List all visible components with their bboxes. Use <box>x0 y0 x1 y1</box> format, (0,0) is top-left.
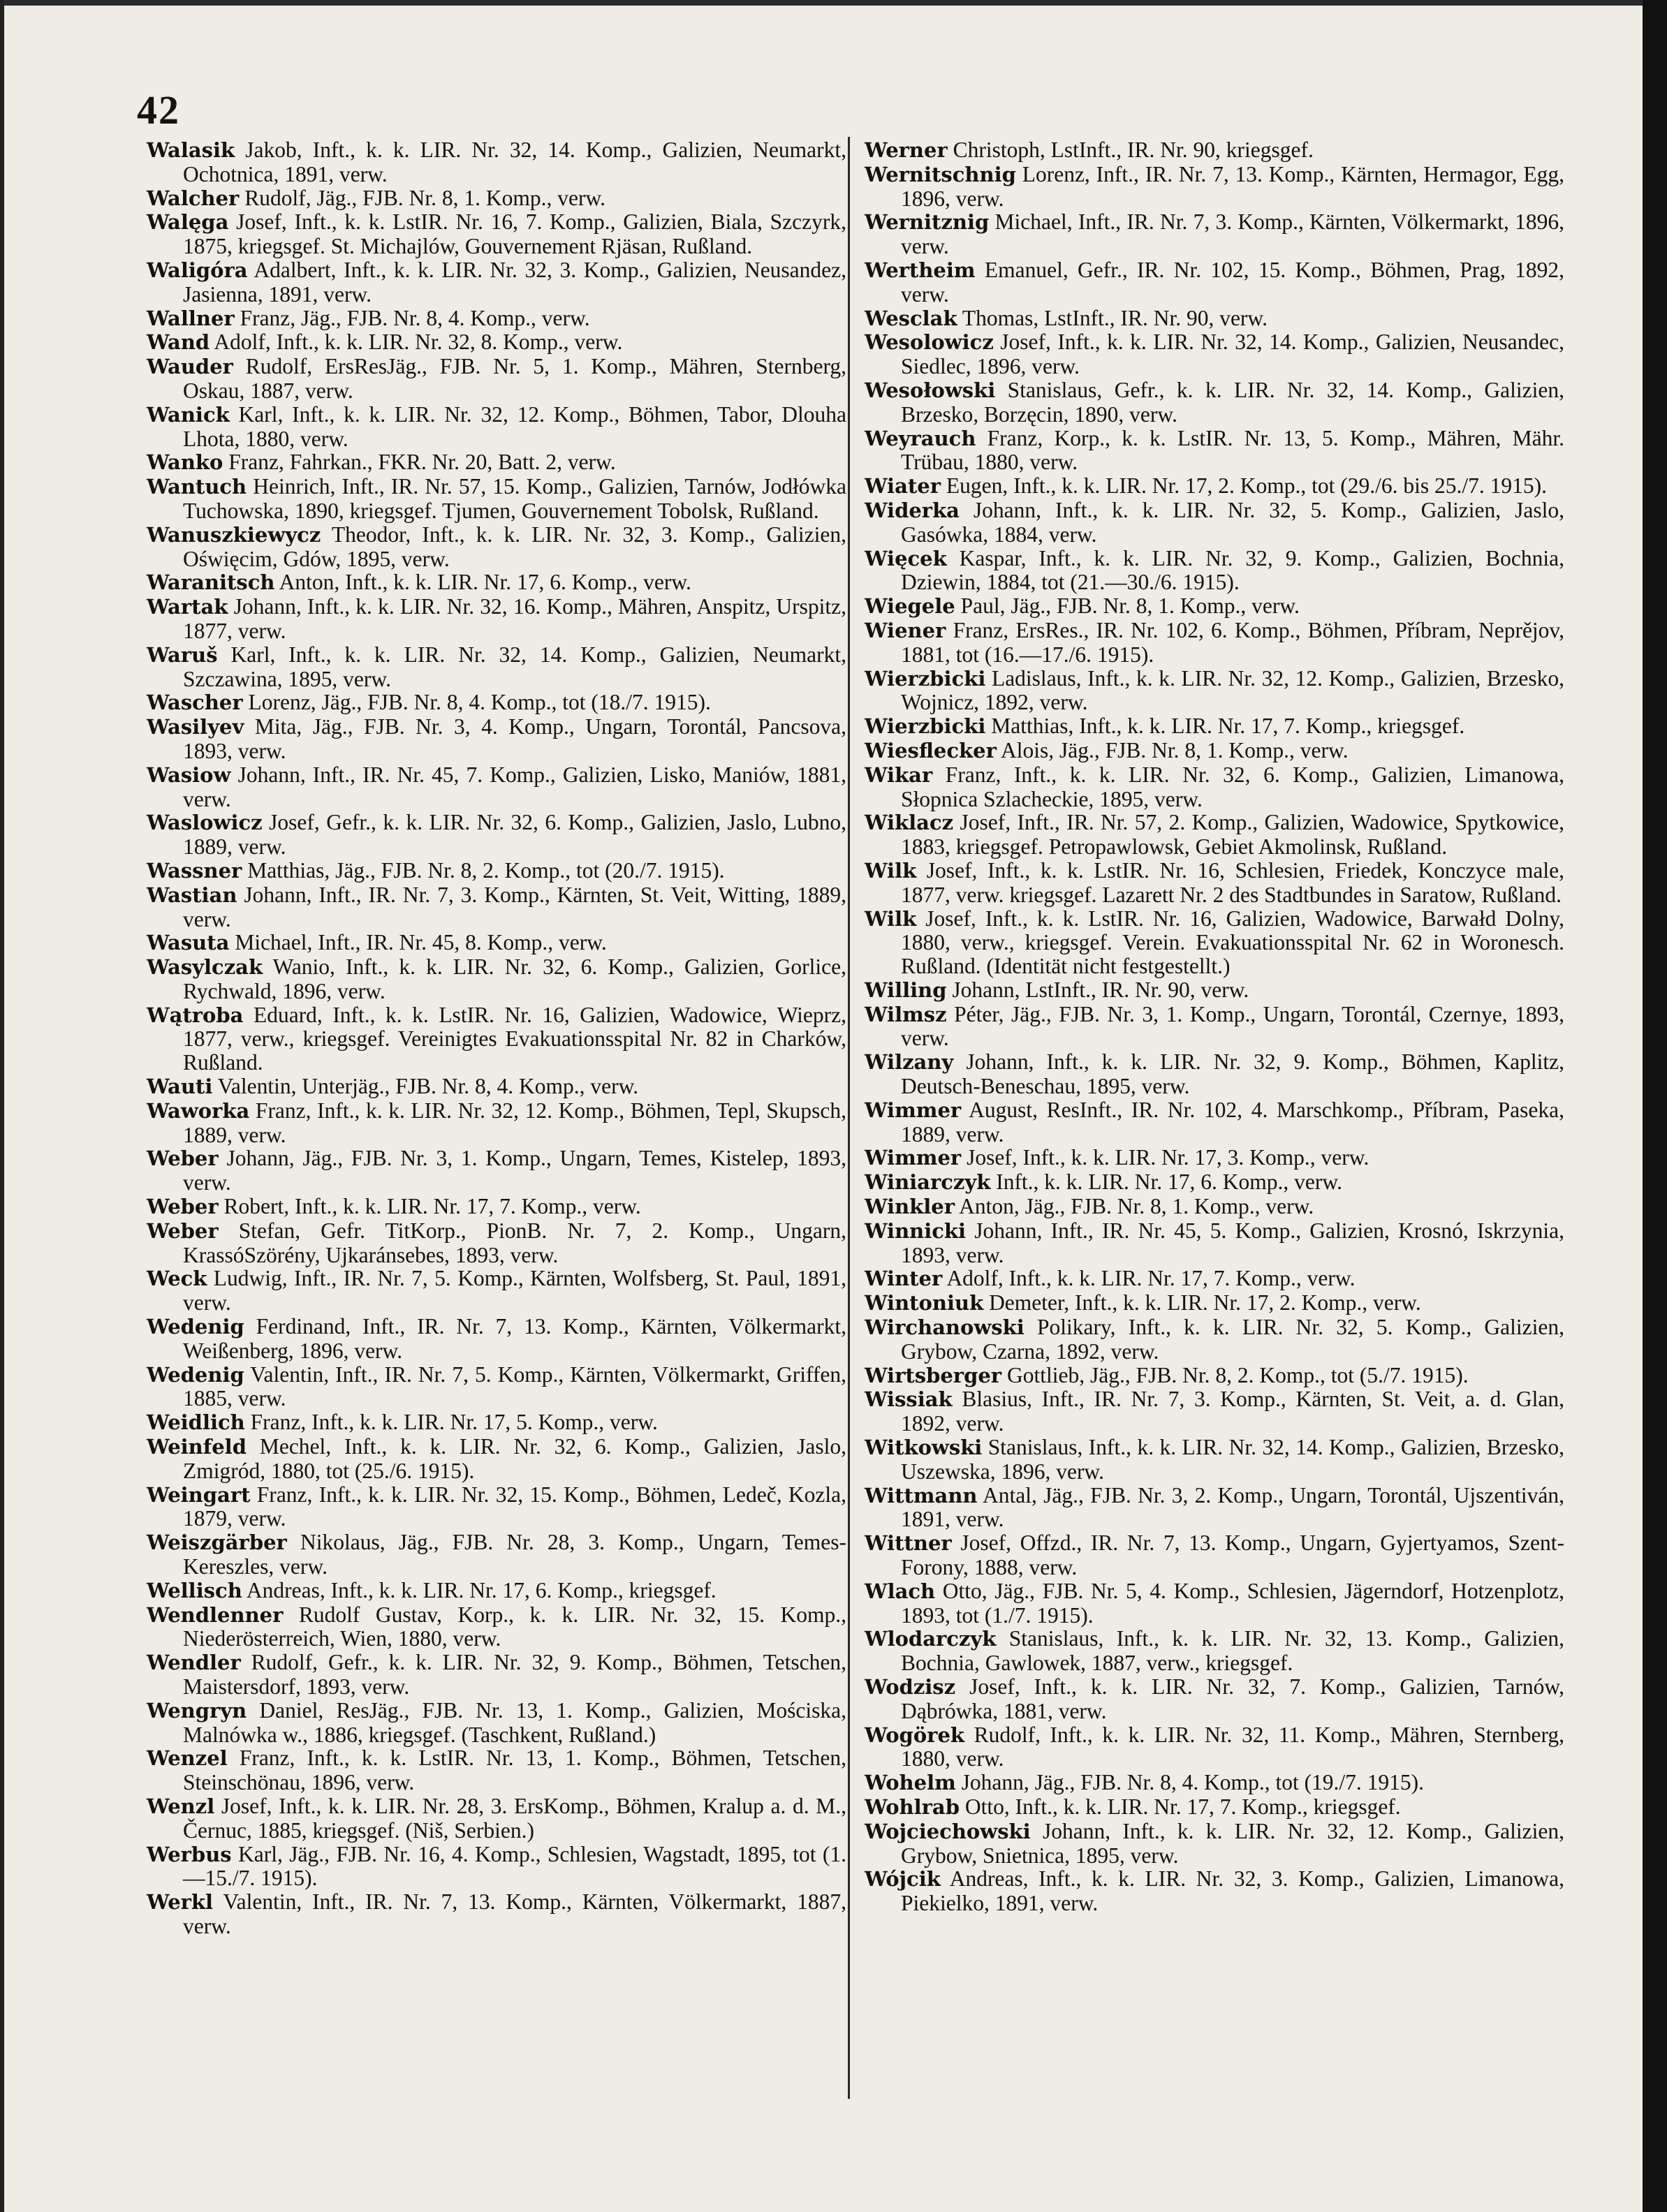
entry-details: Lorenz, Inft., IR. Nr. 7, 13. Komp., Kärnten, Hermagor, Egg, 1896, verw. <box>901 161 1565 211</box>
list-entry <box>865 811 1564 859</box>
entry-details: Stefan, Gefr. TitKorp., PionB. Nr. 7, 2. Komp., Ungarn, KrassóSzörény, Ujkaránsebes, 1893, verw. <box>183 1218 847 1267</box>
entry-surname: Waworka <box>147 1098 250 1123</box>
entry-surname: Wimmer <box>865 1146 962 1170</box>
entry-surname: Wogörek <box>865 1723 964 1747</box>
entry-surname: Wimmer <box>865 1098 962 1122</box>
entry-surname: Weber <box>147 1195 219 1219</box>
list-entry <box>147 883 846 931</box>
entry-details: Michael, Inft., IR. Nr. 7, 3. Komp., Kärnten, Völkermarkt, 1896, verw. <box>901 209 1565 259</box>
entry-surname: Wissiak <box>865 1387 953 1412</box>
list-entry <box>147 859 846 883</box>
entry-surname: Wirtsberger <box>865 1363 1002 1387</box>
list-entry <box>865 594 1564 619</box>
list-entry <box>865 474 1564 499</box>
entry-surname: Weingart <box>147 1482 251 1507</box>
entry-details: Christoph, LstInft., IR. Nr. 90, kriegsgef. <box>953 138 1314 162</box>
list-entry <box>147 931 846 955</box>
list-entry <box>147 1483 846 1531</box>
entry-details: Adalbert, Inft., k. k. LIR. Nr. 32, 3. Komp., Galizien, Neusandez, Jasienna, 1891, verw. <box>183 257 846 307</box>
entry-surname: Waligóra <box>147 258 248 282</box>
entry-surname: Wenzl <box>147 1794 215 1818</box>
entry-surname: Wasilyev <box>147 715 244 739</box>
list-entry <box>147 1603 846 1651</box>
entry-surname: Wasylczak <box>147 955 263 980</box>
entry-surname: Wintoniuk <box>865 1291 984 1315</box>
entry-details: Stanislaus, Inft., k. k. LIR. Nr. 32, 14. Komp., Galizien, Brzesko, Uszewska, 1896, verw. <box>901 1435 1565 1484</box>
entry-details: August, ResInft., IR. Nr. 102, 4. Marschkomp., Příbram, Paseka, 1889, verw. <box>901 1097 1564 1146</box>
entry-details: Matthias, Jäg., FJB. Nr. 8, 2. Komp., tot (20./7. 1915). <box>247 857 725 883</box>
entry-details: Kaspar, Inft., k. k. LIR. Nr. 32, 9. Komp., Galizien, Bochnia, Dziewin, 1884, tot (21.—30./6. 1915). <box>901 545 1565 595</box>
entry-surname: Wedenig <box>147 1362 244 1387</box>
entry-surname: Wengryn <box>147 1698 247 1723</box>
entry-surname: Wojciechowski <box>865 1819 1031 1843</box>
entry-details: Inft., k. k. LIR. Nr. 17, 6. Komp., verw. <box>996 1170 1342 1195</box>
list-entry <box>147 715 846 763</box>
entry-surname: Wasiow <box>147 762 231 787</box>
entry-details: Theodor, Inft., k. k. LIR. Nr. 32, 3. Komp., Galizien, Oświęcim, Gdów, 1895, verw. <box>183 522 846 571</box>
list-entry <box>865 499 1564 547</box>
entry-details: Alois, Jäg., FJB. Nr. 8, 1. Komp., verw. <box>1001 737 1349 762</box>
entry-surname: Weber <box>147 1146 219 1171</box>
entry-surname: Wantuch <box>147 475 247 499</box>
entry-surname: Wernitznig <box>865 210 990 235</box>
entry-surname: Weidlich <box>147 1410 245 1435</box>
entry-surname: Winnicki <box>865 1218 967 1243</box>
entry-details: Andreas, Inft., k. k. LIR. Nr. 32, 3. Komp., Galizien, Limanowa, Piekielko, 1891, verw. <box>901 1866 1564 1916</box>
entry-surname: Winter <box>865 1267 943 1291</box>
list-entry <box>147 1099 846 1147</box>
entry-surname: Weiszgärber <box>147 1531 287 1555</box>
list-entry <box>865 1291 1564 1315</box>
list-entry <box>865 667 1564 715</box>
entry-details: Paul, Jäg., FJB. Nr. 8, 1. Komp., verw. <box>960 593 1300 619</box>
entry-surname: Wohlrab <box>865 1794 960 1819</box>
list-entry <box>865 1219 1564 1267</box>
entry-surname: Wiklacz <box>865 811 954 835</box>
entry-details: Franz, Fahrkan., FKR. Nr. 20, Batt. 2, verw. <box>228 450 616 475</box>
entry-details: Nikolaus, Jäg., FJB. Nr. 28, 3. Komp., Ungarn, Temes-Kereszles, verw. <box>183 1530 846 1579</box>
entry-surname: Winiarczyk <box>865 1170 991 1195</box>
list-entry <box>865 1195 1564 1219</box>
list-entry <box>147 955 846 1003</box>
entry-details: Josef, Inft., k. k. LstIR. Nr. 16, 7. Komp., Galizien, Biala, Szczyrk, 1875, kriegsgef. St. Michajlów, Gouvernement Rjäsan, Rußland. <box>183 209 846 259</box>
entry-surname: Wiater <box>865 474 941 499</box>
list-entry <box>865 547 1564 595</box>
list-entry <box>865 1267 1564 1291</box>
entry-details: Rudolf Gustav, Korp., k. k. LIR. Nr. 32, 15. Komp., Niederösterreich, Wien, 1880, verw. <box>183 1602 846 1651</box>
entry-details: Valentin, Inft., IR. Nr. 7, 5. Komp., Kärnten, Völkermarkt, Griffen, 1885, verw. <box>183 1362 846 1411</box>
list-entry <box>147 1075 846 1099</box>
list-entry <box>147 258 846 307</box>
list-entry <box>147 355 846 403</box>
entry-details: Johann, Inft., k. k. LIR. Nr. 32, 5. Komp., Galizien, Jaslo, Gasówka, 1884, verw. <box>901 497 1564 547</box>
entry-surname: Wilk <box>865 858 917 883</box>
entry-surname: Weyrauch <box>865 426 976 450</box>
entry-details: Josef, Inft., k. k. LIR. Nr. 32, 14. Komp., Galizien, Neusandec, Siedlec, 1896, verw. <box>901 330 1565 379</box>
entry-surname: Wanuszkiewycz <box>147 522 321 547</box>
entry-surname: Wątroba <box>147 1003 244 1027</box>
entry-details: Josef, Inft., IR. Nr. 57, 2. Komp., Galizien, Wadowice, Spytkowice, 1883, kriegsgef. Petropawlowsk, Gebiet Akmolinsk, Rußland. <box>901 810 1565 860</box>
left-column <box>147 138 846 1938</box>
list-entry <box>865 907 1564 978</box>
list-entry <box>865 1146 1564 1170</box>
entry-details: Josef, Inft., k. k. LstIR. Nr. 16, Schlesien, Friedek, Konczyce male, 1877, verw. kriegsgef. Lazarett Nr. 2 des Stadtbundes in Saratow, Rußland. <box>901 857 1565 907</box>
entry-surname: Witkowski <box>865 1436 983 1460</box>
entry-surname: Wassner <box>147 858 242 883</box>
list-entry <box>865 1820 1564 1868</box>
entry-details: Rudolf, Inft., k. k. LIR. Nr. 32, 11. Komp., Mähren, Sternberg, 1880, verw. <box>901 1722 1564 1771</box>
entry-details: Blasius, Inft., IR. Nr. 7, 3. Komp., Kärnten, St. Veit, a. d. Glan, 1892, verw. <box>901 1387 1564 1436</box>
entry-details: Stanislaus, Inft., k. k. LIR. Nr. 32, 13. Komp., Galizien, Bochnia, Gawlowek, 1887, verw., kriegsgef. <box>901 1626 1564 1676</box>
entry-details: Franz, Inft., k. k. LIR. Nr. 17, 5. Komp., verw. <box>250 1410 658 1435</box>
list-entry <box>865 210 1564 258</box>
list-entry <box>865 1387 1564 1436</box>
entry-surname: Więcek <box>865 546 947 570</box>
list-entry <box>147 1003 846 1075</box>
entry-details: Gottlieb, Jäg., FJB. Nr. 8, 2. Komp., tot (5./7. 1915). <box>1006 1362 1469 1387</box>
list-entry <box>147 1195 846 1219</box>
entry-details: Franz, ErsRes., IR. Nr. 102, 6. Komp., Böhmen, Příbram, Neprějov, 1881, tot (16.—17./6. 1915). <box>901 617 1565 667</box>
list-entry <box>147 138 846 186</box>
list-entry <box>147 1363 846 1411</box>
entry-surname: Wittner <box>865 1531 952 1556</box>
entry-surname: Werbus <box>147 1842 232 1866</box>
entry-surname: Weber <box>147 1218 219 1243</box>
entry-details: Polikary, Inft., k. k. LIR. Nr. 32, 5. Komp., Galizien, Grybow, Czarna, 1892, verw. <box>901 1315 1564 1364</box>
entry-details: Ludwig, Inft., IR. Nr. 7, 5. Komp., Kärnten, Wolfsberg, St. Paul, 1891, verw. <box>183 1266 846 1315</box>
column-divider <box>848 137 850 2099</box>
scan-edge-top <box>0 0 1667 6</box>
entry-surname: Wastian <box>147 883 237 907</box>
list-entry <box>865 1771 1564 1795</box>
list-entry <box>865 1436 1564 1484</box>
list-entry <box>865 1723 1564 1771</box>
entry-details: Jakob, Inft., k. k. LIR. Nr. 32, 14. Komp., Galizien, Neumarkt, Ochotnica, 1891, verw. <box>183 138 847 186</box>
entry-details: Wanio, Inft., k. k. LIR. Nr. 32, 6. Komp., Galizien, Gorlice, Rychwald, 1896, verw. <box>183 954 846 1003</box>
entry-surname: Wedenig <box>147 1315 244 1339</box>
list-entry <box>147 1746 846 1794</box>
entry-details: Josef, Gefr., k. k. LIR. Nr. 32, 6. Komp., Galizien, Jaslo, Lubno, 1889, verw. <box>183 810 847 860</box>
entry-surname: Wartak <box>147 595 228 619</box>
entry-surname: Wanko <box>147 450 223 475</box>
entry-details: Daniel, ResJäg., FJB. Nr. 13, 1. Komp., Galizien, Mościska, Malnówka w., 1886, kriegsgef. (Taschkent, Rußland.) <box>183 1697 846 1747</box>
entry-details: Matthias, Inft., k. k. LIR. Nr. 17, 7. Komp., kriegsgef. <box>991 714 1465 739</box>
list-entry <box>865 138 1564 163</box>
list-entry <box>865 1098 1564 1146</box>
entry-surname: Wójcik <box>865 1867 941 1892</box>
entry-surname: Waruš <box>147 642 218 667</box>
entry-details: Franz, Inft., k. k. LIR. Nr. 32, 12. Komp., Böhmen, Tepl, Skupsch, 1889, verw. <box>183 1098 846 1147</box>
entry-surname: Walęga <box>147 210 229 235</box>
list-entry <box>865 427 1564 475</box>
entry-surname: Weck <box>147 1267 207 1291</box>
list-entry <box>147 1699 846 1747</box>
entry-surname: Wendlenner <box>147 1602 284 1627</box>
entry-surname: Winkler <box>865 1195 955 1219</box>
entry-details: Eduard, Inft., k. k. LstIR. Nr. 16, Galizien, Wadowice, Wieprz, 1877, verw., kriegsgef. Vereinigtes Evakuationsspital Nr. 82 in Charków, Rußland. <box>183 1002 846 1075</box>
entry-details: Josef, Inft., k. k. LIR. Nr. 32, 7. Komp., Galizien, Tarnów, Dąbrówka, 1881, verw. <box>901 1674 1565 1723</box>
entry-details: Johann, Jäg., FJB. Nr. 3, 1. Komp., Ungarn, Temes, Kistelep, 1893, verw. <box>183 1146 847 1195</box>
list-entry <box>865 1364 1564 1388</box>
entry-surname: Wilk <box>865 906 917 931</box>
entry-surname: Weinfeld <box>147 1435 247 1459</box>
list-entry <box>865 1531 1564 1579</box>
entry-details: Johann, Inft., k. k. LIR. Nr. 32, 9. Komp., Böhmen, Kaplitz, Deutsch-Beneschau, 1895, verw. <box>901 1049 1565 1099</box>
entry-surname: Wlach <box>865 1579 936 1603</box>
list-entry <box>147 763 846 811</box>
entry-surname: Walcher <box>147 186 240 210</box>
entry-surname: Wesolowicz <box>865 330 994 355</box>
entry-details: Johann, Inft., k. k. LIR. Nr. 32, 16. Komp., Mähren, Anspitz, Urspitz, 1877, verw. <box>183 594 846 643</box>
list-entry <box>147 210 846 258</box>
entry-details: Mita, Jäg., FJB. Nr. 3, 4. Komp., Ungarn, Torontál, Pancsova, 1893, verw. <box>183 714 846 763</box>
list-entry <box>865 1579 1564 1628</box>
entry-surname: Wiesflecker <box>865 738 997 762</box>
entry-surname: Wesołowski <box>865 378 996 402</box>
list-entry <box>865 978 1564 1003</box>
entry-details: Johann, Jäg., FJB. Nr. 8, 4. Komp., tot (19./7. 1915). <box>961 1770 1425 1795</box>
entry-details: Johann, Inft., IR. Nr. 45, 7. Komp., Galizien, Lisko, Maniów, 1881, verw. <box>183 762 846 811</box>
list-entry <box>147 1651 846 1699</box>
list-entry <box>865 1867 1564 1915</box>
entry-details: Johann, Inft., k. k. LIR. Nr. 32, 12. Komp., Galizien, Grybow, Snietnica, 1895, verw. <box>901 1818 1564 1868</box>
entry-surname: Wierzbicki <box>865 666 986 691</box>
list-entry <box>865 163 1564 211</box>
entry-details: Karl, Jäg., FJB. Nr. 16, 4. Komp., Schlesien, Wagstadt, 1895, tot (1.—15./7. 1915). <box>183 1841 846 1891</box>
entry-details: Otto, Jäg., FJB. Nr. 5, 4. Komp., Schlesien, Jägerndorf, Hotzenplotz, 1893, tot (1./7. 1915). <box>901 1578 1565 1628</box>
list-entry <box>865 763 1564 811</box>
list-entry <box>147 1410 846 1435</box>
entry-details: Eugen, Inft., k. k. LIR. Nr. 17, 2. Komp., tot (29./6. bis 25./7. 1915). <box>946 473 1547 499</box>
entry-details: Franz, Inft., k. k. LIR. Nr. 32, 6. Komp., Galizien, Limanowa, Słopnica Szlacheckie, 1895, verw. <box>901 762 1564 811</box>
entry-surname: Wiener <box>865 618 946 642</box>
list-entry <box>147 811 846 859</box>
entry-surname: Wendler <box>147 1651 241 1675</box>
entry-details: Heinrich, Inft., IR. Nr. 57, 15. Komp., Galizien, Tarnów, Jodłówka Tuchowska, 1890, kriegsgef. Tjumen, Gouvernement Tobolsk, Rußland. <box>183 474 846 523</box>
entry-details: Ladislaus, Inft., k. k. LIR. Nr. 32, 12. Komp., Galizien, Brzesko, Wojnicz, 1892, verw. <box>901 665 1564 715</box>
list-entry <box>865 1675 1564 1723</box>
entry-details: Stanislaus, Gefr., k. k. LIR. Nr. 32, 14. Komp., Galizien, Brzesko, Borzęcin, 1890, verw. <box>901 377 1564 427</box>
list-entry <box>147 475 846 523</box>
entry-surname: Wierzbicki <box>865 714 986 739</box>
entry-surname: Widerka <box>865 498 960 522</box>
list-entry <box>865 714 1564 739</box>
entry-surname: Wellisch <box>147 1578 242 1602</box>
entry-details: Adolf, Inft., k. k. LIR. Nr. 32, 8. Komp., verw. <box>214 330 623 355</box>
list-entry <box>147 570 846 595</box>
entry-surname: Wauti <box>147 1075 213 1099</box>
entry-details: Josef, Inft., k. k. LstIR. Nr. 16, Galizien, Wadowice, Barwałd Dolny, 1880, verw., kriegsgef. Verein. Evakuationsspital Nr. 62 in Woronesch. Rußland. (Identität nicht festgestellt.) <box>901 906 1565 979</box>
page-number: 42 <box>137 87 180 133</box>
entry-details: Johann, LstInft., IR. Nr. 90, verw. <box>952 977 1249 1002</box>
entry-surname: Wittmann <box>865 1483 978 1507</box>
entry-details: Emanuel, Gefr., IR. Nr. 102, 15. Komp., Böhmen, Prag, 1892, verw. <box>901 257 1565 307</box>
entry-surname: Wernitschnig <box>865 162 1016 186</box>
list-entry <box>147 1890 846 1938</box>
entry-surname: Wohelm <box>865 1771 956 1795</box>
list-entry <box>147 1435 846 1483</box>
list-entry <box>147 330 846 355</box>
entry-surname: Wertheim <box>865 258 976 282</box>
entry-details: Michael, Inft., IR. Nr. 45, 8. Komp., verw. <box>235 930 607 955</box>
entry-surname: Wascher <box>147 691 243 715</box>
list-entry <box>147 595 846 643</box>
entry-surname: Wasuta <box>147 931 230 955</box>
list-entry <box>865 619 1564 667</box>
entry-surname: Wauder <box>147 355 233 379</box>
entry-details: Rudolf, ErsResJäg., FJB. Nr. 5, 1. Komp., Mähren, Sternberg, Oskau, 1887, verw. <box>183 354 846 403</box>
entry-details: Rudolf, Gefr., k. k. LIR. Nr. 32, 9. Komp., Böhmen, Tetschen, Maistersdorf, 1893, verw. <box>183 1650 846 1699</box>
entry-details: Valentin, Inft., IR. Nr. 7, 13. Komp., Kärnten, Völkermarkt, 1887, verw. <box>183 1889 846 1938</box>
list-entry <box>865 1050 1564 1098</box>
list-entry <box>865 739 1564 763</box>
list-entry <box>147 450 846 475</box>
entry-details: Johann, Inft., IR. Nr. 7, 3. Komp., Kärnten, St. Veit, Witting, 1889, verw. <box>183 882 846 931</box>
entry-details: Johann, Inft., IR. Nr. 45, 5. Komp., Galizien, Krosnó, Iskrzynia, 1893, verw. <box>901 1218 1565 1267</box>
entry-surname: Wodzisz <box>865 1675 956 1699</box>
entry-surname: Wand <box>147 330 210 355</box>
entry-details: Franz, Inft., k. k. LstIR. Nr. 13, 1. Komp., Böhmen, Tetschen, Steinschönau, 1896, verw. <box>183 1746 847 1795</box>
entry-surname: Wanick <box>147 402 230 427</box>
list-entry <box>865 258 1564 307</box>
list-entry <box>865 1484 1564 1532</box>
entry-details: Karl, Inft., k. k. LIR. Nr. 32, 12. Komp., Böhmen, Tabor, Dlouha Lhota, 1880, verw. <box>183 401 846 451</box>
entry-surname: Wiegele <box>865 594 955 619</box>
list-entry <box>147 307 846 331</box>
list-entry <box>865 378 1564 427</box>
right-column <box>865 138 1564 1915</box>
list-entry <box>865 330 1564 378</box>
entry-details: Andreas, Inft., k. k. LIR. Nr. 17, 6. Komp., kriegsgef. <box>246 1577 717 1602</box>
entry-details: Péter, Jäg., FJB. Nr. 3, 1. Komp., Ungarn, Torontál, Czernye, 1893, verw. <box>901 1001 1564 1051</box>
entry-details: Anton, Inft., k. k. LIR. Nr. 17, 6. Komp., verw. <box>279 570 691 595</box>
list-entry <box>865 1170 1564 1195</box>
entry-surname: Wlodarczyk <box>865 1627 997 1651</box>
entry-details: Franz, Jäg., FJB. Nr. 8, 4. Komp., verw. <box>240 305 590 330</box>
entry-details: Valentin, Unterjäg., FJB. Nr. 8, 4. Komp., verw. <box>217 1074 639 1099</box>
list-entry <box>147 1267 846 1315</box>
entry-surname: Walasik <box>147 138 235 162</box>
entry-details: Mechel, Inft., k. k. LIR. Nr. 32, 6. Komp., Galizien, Jaslo, Zmigród, 1880, tot (25./6. 1915). <box>183 1434 846 1483</box>
entry-details: Franz, Inft., k. k. LIR. Nr. 32, 15. Komp., Böhmen, Ledeč, Kozla, 1879, verw. <box>183 1482 846 1531</box>
list-entry <box>147 1531 846 1579</box>
entry-details: Josef, Inft., k. k. LIR. Nr. 17, 3. Komp., verw. <box>967 1145 1369 1170</box>
entry-details: Lorenz, Jäg., FJB. Nr. 8, 4. Komp., tot (18./7. 1915). <box>248 690 711 715</box>
list-entry <box>147 1843 846 1891</box>
scan-edge-right <box>1643 0 1667 2212</box>
entry-surname: Werner <box>865 138 948 162</box>
entry-details: Adolf, Inft., k. k. LIR. Nr. 17, 7. Komp., verw. <box>946 1266 1356 1291</box>
entry-surname: Wirchanowski <box>865 1315 1025 1340</box>
entry-details: Antal, Jäg., FJB. Nr. 3, 2. Komp., Ungarn, Torontál, Ujszentiván, 1891, verw. <box>901 1482 1564 1532</box>
entry-details: Josef, Inft., k. k. LIR. Nr. 28, 3. ErsKomp., Böhmen, Kralup a. d. M., Černuc, 1885, kriegsgef. (Niš, Serbien.) <box>183 1793 847 1843</box>
list-entry <box>865 307 1564 331</box>
entry-details: Otto, Inft., k. k. LIR. Nr. 17, 7. Komp., kriegsgef. <box>964 1794 1401 1819</box>
entry-surname: Werkl <box>147 1890 214 1915</box>
list-entry <box>147 1219 846 1267</box>
list-entry <box>865 1003 1564 1051</box>
entry-surname: Wallner <box>147 306 235 330</box>
entry-surname: Waslowicz <box>147 811 263 835</box>
list-entry <box>865 1627 1564 1675</box>
list-entry <box>865 1315 1564 1364</box>
entry-surname: Wesclak <box>865 306 957 330</box>
entry-surname: Waranitsch <box>147 570 275 595</box>
list-entry <box>865 1795 1564 1820</box>
list-entry <box>147 523 846 571</box>
entry-details: Thomas, LstInft., IR. Nr. 90, verw. <box>962 305 1268 330</box>
list-entry <box>147 186 846 211</box>
entry-details: Ferdinand, Inft., IR. Nr. 7, 13. Komp., Kärnten, Völkermarkt, Weißenberg, 1896, verw. <box>183 1314 846 1363</box>
list-entry <box>147 1579 846 1603</box>
list-entry <box>147 643 846 691</box>
entry-surname: Wenzel <box>147 1746 228 1771</box>
entry-details: Josef, Offzd., IR. Nr. 7, 13. Komp., Ungarn, Gyjertyamos, Szent-Forony, 1888, verw. <box>901 1531 1564 1580</box>
entry-details: Franz, Korp., k. k. LstIR. Nr. 13, 5. Komp., Mähren, Mähr. Trübau, 1880, verw. <box>901 425 1564 475</box>
list-entry <box>865 859 1564 907</box>
list-entry <box>147 1794 846 1843</box>
list-entry <box>147 691 846 715</box>
scan-edge-left <box>0 0 4 2212</box>
entry-surname: Willing <box>865 978 947 1002</box>
entry-details: Demeter, Inft., k. k. LIR. Nr. 17, 2. Komp., verw. <box>989 1290 1421 1315</box>
list-entry <box>147 403 846 451</box>
entry-details: Anton, Jäg., FJB. Nr. 8, 1. Komp., verw. <box>959 1194 1314 1219</box>
entry-details: Robert, Inft., k. k. LIR. Nr. 17, 7. Komp., verw. <box>223 1194 641 1219</box>
entry-details: Karl, Inft., k. k. LIR. Nr. 32, 14. Komp., Galizien, Neumarkt, Szczawina, 1895, verw. <box>183 642 846 691</box>
entry-details: Rudolf, Jäg., FJB. Nr. 8, 1. Komp., verw. <box>244 185 606 210</box>
entry-surname: Wilmsz <box>865 1002 947 1026</box>
entry-surname: Wilzany <box>865 1050 954 1075</box>
list-entry <box>147 1146 846 1195</box>
list-entry <box>147 1315 846 1363</box>
entry-surname: Wikar <box>865 762 933 787</box>
